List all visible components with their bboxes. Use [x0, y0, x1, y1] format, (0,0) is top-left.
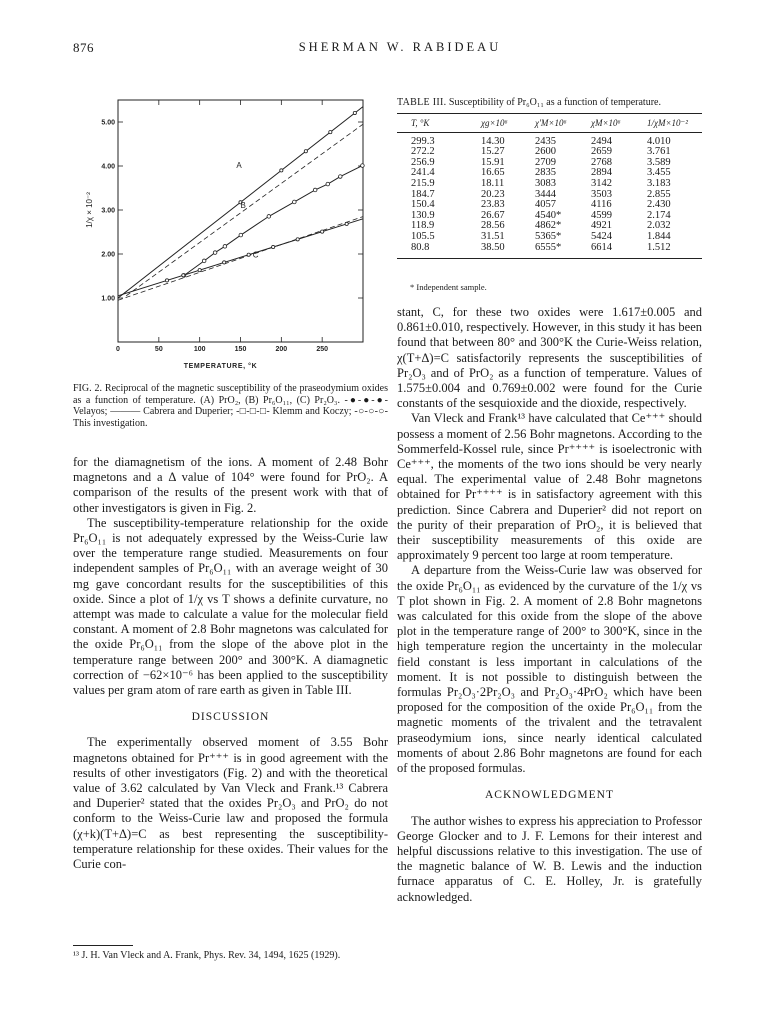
table-cell: 3.589: [647, 156, 671, 168]
series-point: [272, 245, 275, 248]
table-cell: 3.455: [647, 167, 671, 179]
table-cell: 2709: [535, 156, 556, 168]
series-point: [247, 253, 250, 256]
table-cell: 2768: [591, 156, 612, 168]
table-cell: 23.83: [481, 199, 505, 211]
series-point: [313, 188, 317, 192]
table-cell: 105.5: [411, 230, 435, 242]
table-cell: 26.67: [481, 209, 505, 221]
paragraph: The susceptibility-temperature relationship for the oxide Pr₆O₁₁ is not adequately expressed by the Weiss-Curie law over the temperature range studied. Measurements on four independent samples of Pr₆O₁₁ with an average weight of 30 mg gave concordant results for the susceptibilities of this oxide. Since a plot of 1/χ vs T shows a definite curvature, no attempt was made to calculate a value for the molecular field constant. A moment of 2.8 Bohr magnetons was calculated for the oxide Pr₆O₁₁ from the slope of the above plot in the temperature range between 200° and 300°K. A diamagnetic correction of −62×10⁻⁶ has been applied to the susceptibility values per gram atom of rare earth as given in Table III.: [73, 515, 388, 698]
table-cell: 2.032: [647, 220, 671, 232]
series-point: [213, 251, 217, 255]
table-cell: 38.50: [481, 243, 535, 259]
table-header: χg×10⁶: [481, 114, 535, 133]
running-head: SHERMAN W. RABIDEAU: [298, 40, 502, 54]
table-cell: 6614: [591, 243, 647, 259]
table-cell: 18.11: [481, 177, 505, 189]
y-tick-label: 5.00: [101, 119, 115, 127]
x-tick-label: 100: [193, 346, 206, 353]
series-point: [345, 222, 348, 225]
plot-frame: [118, 100, 363, 342]
table-cell: 299.3: [411, 135, 435, 147]
page-number: 876: [73, 40, 94, 55]
table-cell: 4862*: [535, 220, 562, 232]
x-tick-label: 250: [316, 346, 329, 353]
table-cell: 15.91: [481, 156, 505, 168]
paragraph: stant, C, for these two oxides were 1.617±0.005 and 0.861±0.010, respectively. However, in this study it has been found that between 80° and 300°K the Curie-Weiss relation, χ(T+Δ)=C satisfactorily represents the susceptibilities of Pr₂O₃ and of PrO₂ as a function of temperature. Values of 1.575±0.004 and 0.769±0.002 were found for the Curie constants of the sesquioxide and the dioxide, respectively.: [397, 305, 702, 411]
series-point: [182, 274, 185, 277]
table-cell: 2494: [591, 135, 612, 147]
table-cell: 184.7: [411, 188, 435, 200]
y-tick-label: 4.00: [101, 163, 115, 171]
table-header: χ′M×10⁶: [535, 114, 591, 133]
left-column: [73, 455, 388, 872]
y-tick-label: 2.00: [101, 251, 115, 259]
x-tick-label: 0: [116, 346, 120, 353]
table-cell: 5365*: [535, 230, 562, 242]
table-cell: 4057: [535, 199, 556, 211]
table-title: [397, 97, 702, 108]
page-footnote: ¹³ J. H. Van Vleck and A. Frank, Phys. Rev. 34, 1494, 1625 (1929).: [73, 950, 341, 961]
table-cell: 2.855: [647, 188, 671, 200]
series-line: [118, 219, 363, 296]
table-cell: 2835: [535, 167, 556, 179]
table-header: 1/χM×10⁻²: [647, 114, 702, 133]
table-caption: Susceptibility of Pr₆O₁₁ as a function of temperature.: [448, 97, 661, 108]
series-point: [267, 215, 271, 219]
series-point: [304, 150, 307, 153]
section-heading-acknowledgment: ACKNOWLEDGMENT: [485, 789, 614, 802]
series-point: [321, 230, 324, 233]
series-point: [280, 169, 283, 172]
table-row: [397, 179, 702, 190]
table-cell: 1.844: [647, 230, 671, 242]
series-point: [361, 164, 365, 168]
table-cell: 20.23: [481, 188, 505, 200]
table-cell: 1.512: [647, 243, 702, 259]
x-tick-label: 150: [234, 346, 247, 353]
table-cell: 4599: [591, 209, 612, 221]
y-tick-label: 1.00: [101, 295, 115, 303]
table-header: χM×10⁶: [591, 114, 647, 133]
table-cell: 118.9: [411, 220, 435, 232]
table-cell: 215.9: [411, 177, 435, 189]
table-cell: 31.51: [481, 230, 505, 242]
figure-2: [60, 92, 390, 392]
table-label: TABLE III.: [397, 97, 447, 108]
table-row: [397, 232, 702, 243]
table-cell: 256.9: [411, 156, 435, 168]
table-cell: 2894: [591, 167, 612, 179]
paragraph: A departure from the Weiss-Curie law was observed for the oxide Pr₆O₁₁ as evidenced by the curvature of the 1/χ vs T plot shown in Fig. 2. A moment of 2.8 Bohr magnetons was calculated for this oxide from the slope of the above plot in the temperature range of 200° to 300°K, since in the high temperature region the uncertainty in the molecular field constant is less important in calculations of the moment. It is not possible to distinguish between the formulas Pr₂O₃·2Pr₂O₃ and Pr₂O₃·4PrO₂ which have been proposed for the composition of the oxide Pr₆O₁₁ from the magnetic moments of the trivalent and the tetravalent praseodymium ions, since nearly identical calculated moments of about 2.86 Bohr magnetons are found for each of the proposed formulas.: [397, 563, 702, 776]
right-column: [397, 305, 702, 905]
table-cell: 3444: [535, 188, 556, 200]
table-cell: 4.010: [647, 135, 671, 147]
series-point: [202, 259, 206, 263]
table-cell: 3.761: [647, 146, 671, 158]
table-row: [397, 132, 702, 147]
table-cell: 3083: [535, 177, 556, 189]
susceptibility-table: [397, 113, 702, 259]
paragraph: Van Vleck and Frank¹³ have calculated that Ce⁺⁺⁺ should possess a moment of 2.56 Bohr magnetons. According to the Sommerfeld-Kossel rule, since Pr⁺⁺⁺⁺ is isoelectronic with Ce⁺⁺⁺, the moments of the two ions should be very nearly equal. The experimental value of 2.48 Bohr magnetons obtained for Pr⁺⁺⁺⁺ is in satisfactory agreement with this prediction. Since Cabrera and Duperier² did not report on the purity of their preparation of PrO₂, it is believed that their susceptibility measurements of this oxide are approximately 9 percent too large at room temperature.: [397, 411, 702, 563]
series-point: [223, 261, 226, 264]
paragraph: The experimentally observed moment of 3.55 Bohr magnetons obtained for Pr⁺⁺⁺ is in good agreement with the results of other investigators (Fig. 2) and with the theoretical value of 3.62 calculated by Van Vleck and Frank.¹³ Cabrera and Duperier² stated that the oxides Pr₂O₃ and PrO₂ do not conform to the Weiss-Curie law and proposed the formula (χ+k)(T+Δ)=C as best representing the susceptibility-temperature relationship for these oxides. Their values for the Curie con-: [73, 735, 388, 872]
table-cell: 16.65: [481, 167, 505, 179]
series-point: [198, 269, 201, 272]
susceptibility-chart: [60, 92, 390, 392]
series-point: [239, 233, 243, 237]
table-cell: 241.4: [411, 167, 435, 179]
y-axis-label: 1/χ × 10⁻²: [85, 192, 94, 228]
table-cell: 3503: [591, 188, 612, 200]
section-heading-discussion: DISCUSSION: [191, 711, 270, 724]
x-axis-label: TEMPERATURE, °K: [183, 363, 258, 370]
series-point: [329, 131, 332, 134]
curve-label-b: B: [240, 200, 246, 210]
table-cell: 14.30: [481, 135, 505, 147]
series-point: [338, 175, 342, 179]
footnote-rule: [73, 945, 133, 946]
table-footnote: * Independent sample.: [410, 282, 487, 292]
table-cell: 2.174: [647, 209, 671, 221]
series-point: [165, 279, 168, 282]
x-tick-label: 50: [154, 346, 163, 353]
table-cell: 28.56: [481, 220, 505, 232]
table-row: [397, 243, 702, 259]
paragraph: The author wishes to express his appreciation to Professor George Glocker and to J. F. Lemons for their interest and helpful discussions relative to this investigation. The use of the magnetic balance of W. B. Lewis and the induction furnace apparatus of C. E. Holley, Jr. is gratefully acknowledged.: [397, 813, 702, 904]
y-tick-label: 3.00: [101, 207, 115, 215]
series-point: [223, 245, 227, 249]
table-cell: 272.2: [411, 146, 435, 158]
table-cell: 4116: [591, 199, 612, 211]
table-cell: 3142: [591, 177, 612, 189]
series-point: [293, 200, 297, 204]
series-line-dashed: [126, 124, 363, 296]
series-line-dashed: [118, 217, 363, 301]
series-point: [353, 111, 356, 114]
figure-caption: FIG. 2. Reciprocal of the magnetic susceptibility of the praseodymium oxides as a function of temperature. (A) PrO₂, (B) Pr₆O₁₁, (C) Pr₂O₃. -●-●-●- Velayos; ——— Cabrera and Duperier; -□-□-□- Klemm and Koczy; -○-○-○- This investigation.: [73, 383, 388, 429]
table-cell: 130.9: [411, 209, 435, 221]
table-cell: 4921: [591, 220, 612, 232]
table-cell: 2.430: [647, 199, 671, 211]
table-cell: 2435: [535, 135, 556, 147]
table-cell: 3.183: [647, 177, 671, 189]
table-cell: 15.27: [481, 146, 505, 158]
series-line: [184, 166, 362, 276]
series-point: [296, 238, 299, 241]
curve-label-c: C: [252, 250, 259, 260]
table-cell: 6555*: [535, 243, 591, 259]
x-tick-label: 200: [275, 346, 288, 353]
table-cell: 150.4: [411, 199, 435, 211]
table-cell: 80.8: [397, 243, 481, 259]
series-point: [326, 182, 330, 186]
table-cell: 2600: [535, 146, 556, 158]
table-header: T, °K: [397, 114, 481, 133]
curve-label-a: A: [236, 161, 242, 171]
table-cell: 4540*: [535, 209, 562, 221]
paragraph: for the diamagnetism of the ions. A moment of 2.48 Bohr magnetons and a Δ value of 104° were found for PrO₂. A comparison of the results of the present work with that of other investigators is given in Fig. 2.: [73, 455, 388, 515]
table-cell: 2659: [591, 146, 612, 158]
table-cell: 5424: [591, 230, 612, 242]
